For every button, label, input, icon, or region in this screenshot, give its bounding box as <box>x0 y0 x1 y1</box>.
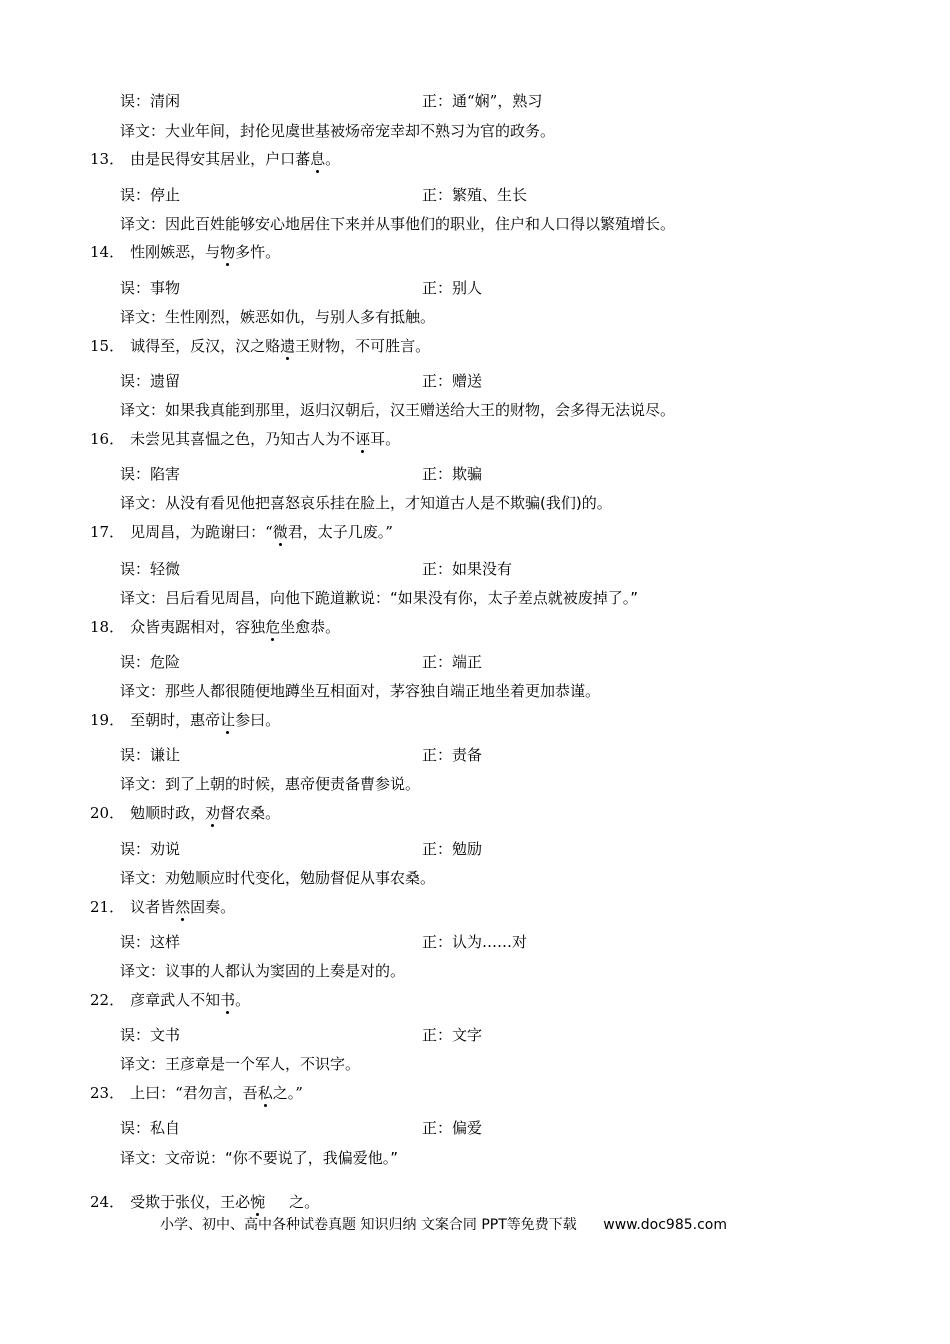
sentence-text: 固奏。 <box>190 898 236 916</box>
sentence-text: 坐愈恭。 <box>280 618 341 636</box>
sentence-text: 之。” <box>272 1084 303 1102</box>
dotted-keyword: 让 <box>220 711 236 729</box>
question-sentence <box>90 150 340 168</box>
wrong-meaning: 误：这样 <box>120 933 181 951</box>
question-sentence <box>90 1193 319 1211</box>
correct-meaning: 正：偏爱 <box>422 1119 483 1137</box>
question-number: 20． <box>90 804 125 822</box>
sentence-text: 。 <box>235 991 251 1009</box>
question-number: 17． <box>90 523 125 541</box>
question-number: 16． <box>90 430 125 448</box>
question-sentence <box>90 991 250 1009</box>
translation: 译文：吕后看见周昌，向他下跪道歉说：“如果没有你，太子差点就被废掉了。” <box>120 589 639 607</box>
footer-link[interactable]: www.doc985.com <box>603 1217 727 1233</box>
sentence-text: 多忤。 <box>235 243 281 261</box>
question-number: 24． <box>90 1193 125 1211</box>
dotted-keyword: 然 <box>175 898 191 916</box>
translation: 译文：大业年间，封伦见虞世基被炀帝宠幸却不熟习为官的政务。 <box>120 122 556 140</box>
sentence-text: 参曰。 <box>235 711 281 729</box>
sentence-text: 性刚嫉恶，与 <box>130 243 221 261</box>
sentence-text: 督农桑。 <box>220 804 281 822</box>
sentence-text: 众皆夷踞相对，容独 <box>130 618 266 636</box>
wrong-meaning: 误：停止 <box>120 186 181 204</box>
question-sentence <box>90 804 280 822</box>
correct-meaning: 正：勉励 <box>422 840 483 858</box>
dotted-keyword: 私 <box>257 1084 273 1102</box>
dotted-keyword: 书 <box>220 991 236 1009</box>
dotted-keyword: 微 <box>272 523 288 541</box>
translation: 译文：那些人都很随便地蹲坐互相面对，茅容独自端正地坐着更加恭谨。 <box>120 682 601 700</box>
sentence-text: 勉顺时政， <box>130 804 206 822</box>
question-sentence <box>90 898 235 916</box>
wrong-meaning: 误：遗留 <box>120 372 181 390</box>
question-number: 21． <box>90 898 125 916</box>
dotted-keyword: 息 <box>310 150 326 168</box>
translation: 译文：生性刚烈，嫉恶如仇，与别人多有抵触。 <box>120 308 436 326</box>
translation: 译文：因此百姓能够安心地居住下来并从事他们的职业，住户和人口得以繁殖增长。 <box>120 215 676 233</box>
correct-meaning: 正：文字 <box>422 1026 483 1044</box>
sentence-text: 未尝见其喜愠之色，乃知古人为不 <box>130 430 356 448</box>
question-sentence <box>90 430 400 448</box>
sentence-text: 。 <box>325 150 341 168</box>
question-sentence <box>90 1084 303 1102</box>
wrong-meaning: 误：危险 <box>120 653 181 671</box>
wrong-meaning: 误：劝说 <box>120 840 181 858</box>
question-sentence <box>90 337 430 355</box>
sentence-text: 由是民得安其居业，户口蕃 <box>130 150 311 168</box>
sentence-text: 君，太子几废。” <box>287 523 393 541</box>
sentence-text: 上曰：“君勿言，吾 <box>130 1084 258 1102</box>
correct-meaning: 正：通“娴”，熟习 <box>422 92 543 110</box>
question-sentence <box>90 618 340 636</box>
correct-meaning: 正：赠送 <box>422 372 483 390</box>
question-sentence <box>90 243 280 261</box>
sentence-text: 至朝时，惠帝 <box>130 711 221 729</box>
sentence-text: 耳。 <box>370 430 401 448</box>
translation: 译文：文帝说：“你不要说了，我偏爱他。” <box>120 1149 399 1167</box>
dotted-keyword: 危 <box>265 618 281 636</box>
sentence-text: 之。 <box>289 1193 320 1211</box>
translation: 译文：如果我真能到那里，返归汉朝后，汉王赠送给大王的财物，会多得无法说尽。 <box>120 401 676 419</box>
sentence-text: 议者皆 <box>130 898 176 916</box>
wrong-meaning: 误：轻微 <box>120 560 181 578</box>
translation: 译文：王彦章是一个军人，不识字。 <box>120 1055 361 1073</box>
correct-meaning: 正：别人 <box>422 279 483 297</box>
wrong-meaning: 误：清闲 <box>120 92 181 110</box>
footer-text: 小学、初中、高中各种试卷真题 知识归纳 文案合同 PPT等免费下载 <box>160 1217 577 1233</box>
footer <box>160 1216 727 1234</box>
question-number: 22． <box>90 991 125 1009</box>
sentence-text: 受欺于张仪，王必 <box>130 1193 251 1211</box>
correct-meaning: 正：如果没有 <box>422 560 513 578</box>
sentence-text: 诚得至，反汉，汉之赂 <box>130 337 281 355</box>
translation: 译文：议事的人都认为窦固的上奏是对的。 <box>120 962 406 980</box>
correct-meaning: 正：责备 <box>422 746 483 764</box>
correct-meaning: 正：繁殖、生长 <box>422 186 528 204</box>
correct-meaning: 正：端正 <box>422 653 483 671</box>
sentence-text: 彦章武人不知 <box>130 991 221 1009</box>
translation: 译文：从没有看见他把喜怒哀乐挂在脸上，才知道古人是不欺骗(我们)的。 <box>120 494 612 512</box>
dotted-keyword: 遗 <box>280 337 296 355</box>
dotted-keyword: 诬 <box>355 430 371 448</box>
translation: 译文：劝勉顺应时代变化，勉励督促从事农桑。 <box>120 869 436 887</box>
question-number: 14． <box>90 243 125 261</box>
question-number: 18． <box>90 618 125 636</box>
question-number: 13． <box>90 150 125 168</box>
sentence-text: 见周昌，为跪谢曰：“ <box>130 523 273 541</box>
question-sentence <box>90 711 280 729</box>
wrong-meaning: 误：谦让 <box>120 746 181 764</box>
translation: 译文：到了上朝的时候，惠帝便责备曹参说。 <box>120 775 421 793</box>
question-sentence <box>90 523 393 541</box>
sentence-text: 王财物，不可胜言。 <box>295 337 431 355</box>
question-number: 19． <box>90 711 125 729</box>
wrong-meaning: 误：陷害 <box>120 465 181 483</box>
dotted-keyword: 劝 <box>205 804 221 822</box>
correct-meaning: 正：欺骗 <box>422 465 483 483</box>
dotted-keyword: 惋 <box>250 1193 266 1211</box>
dotted-keyword: 物 <box>220 243 236 261</box>
question-number: 23． <box>90 1084 125 1102</box>
wrong-meaning: 误：文书 <box>120 1026 181 1044</box>
wrong-meaning: 误：私自 <box>120 1119 181 1137</box>
question-number: 15． <box>90 337 125 355</box>
wrong-meaning: 误：事物 <box>120 279 181 297</box>
correct-meaning: 正：认为……对 <box>422 933 528 951</box>
